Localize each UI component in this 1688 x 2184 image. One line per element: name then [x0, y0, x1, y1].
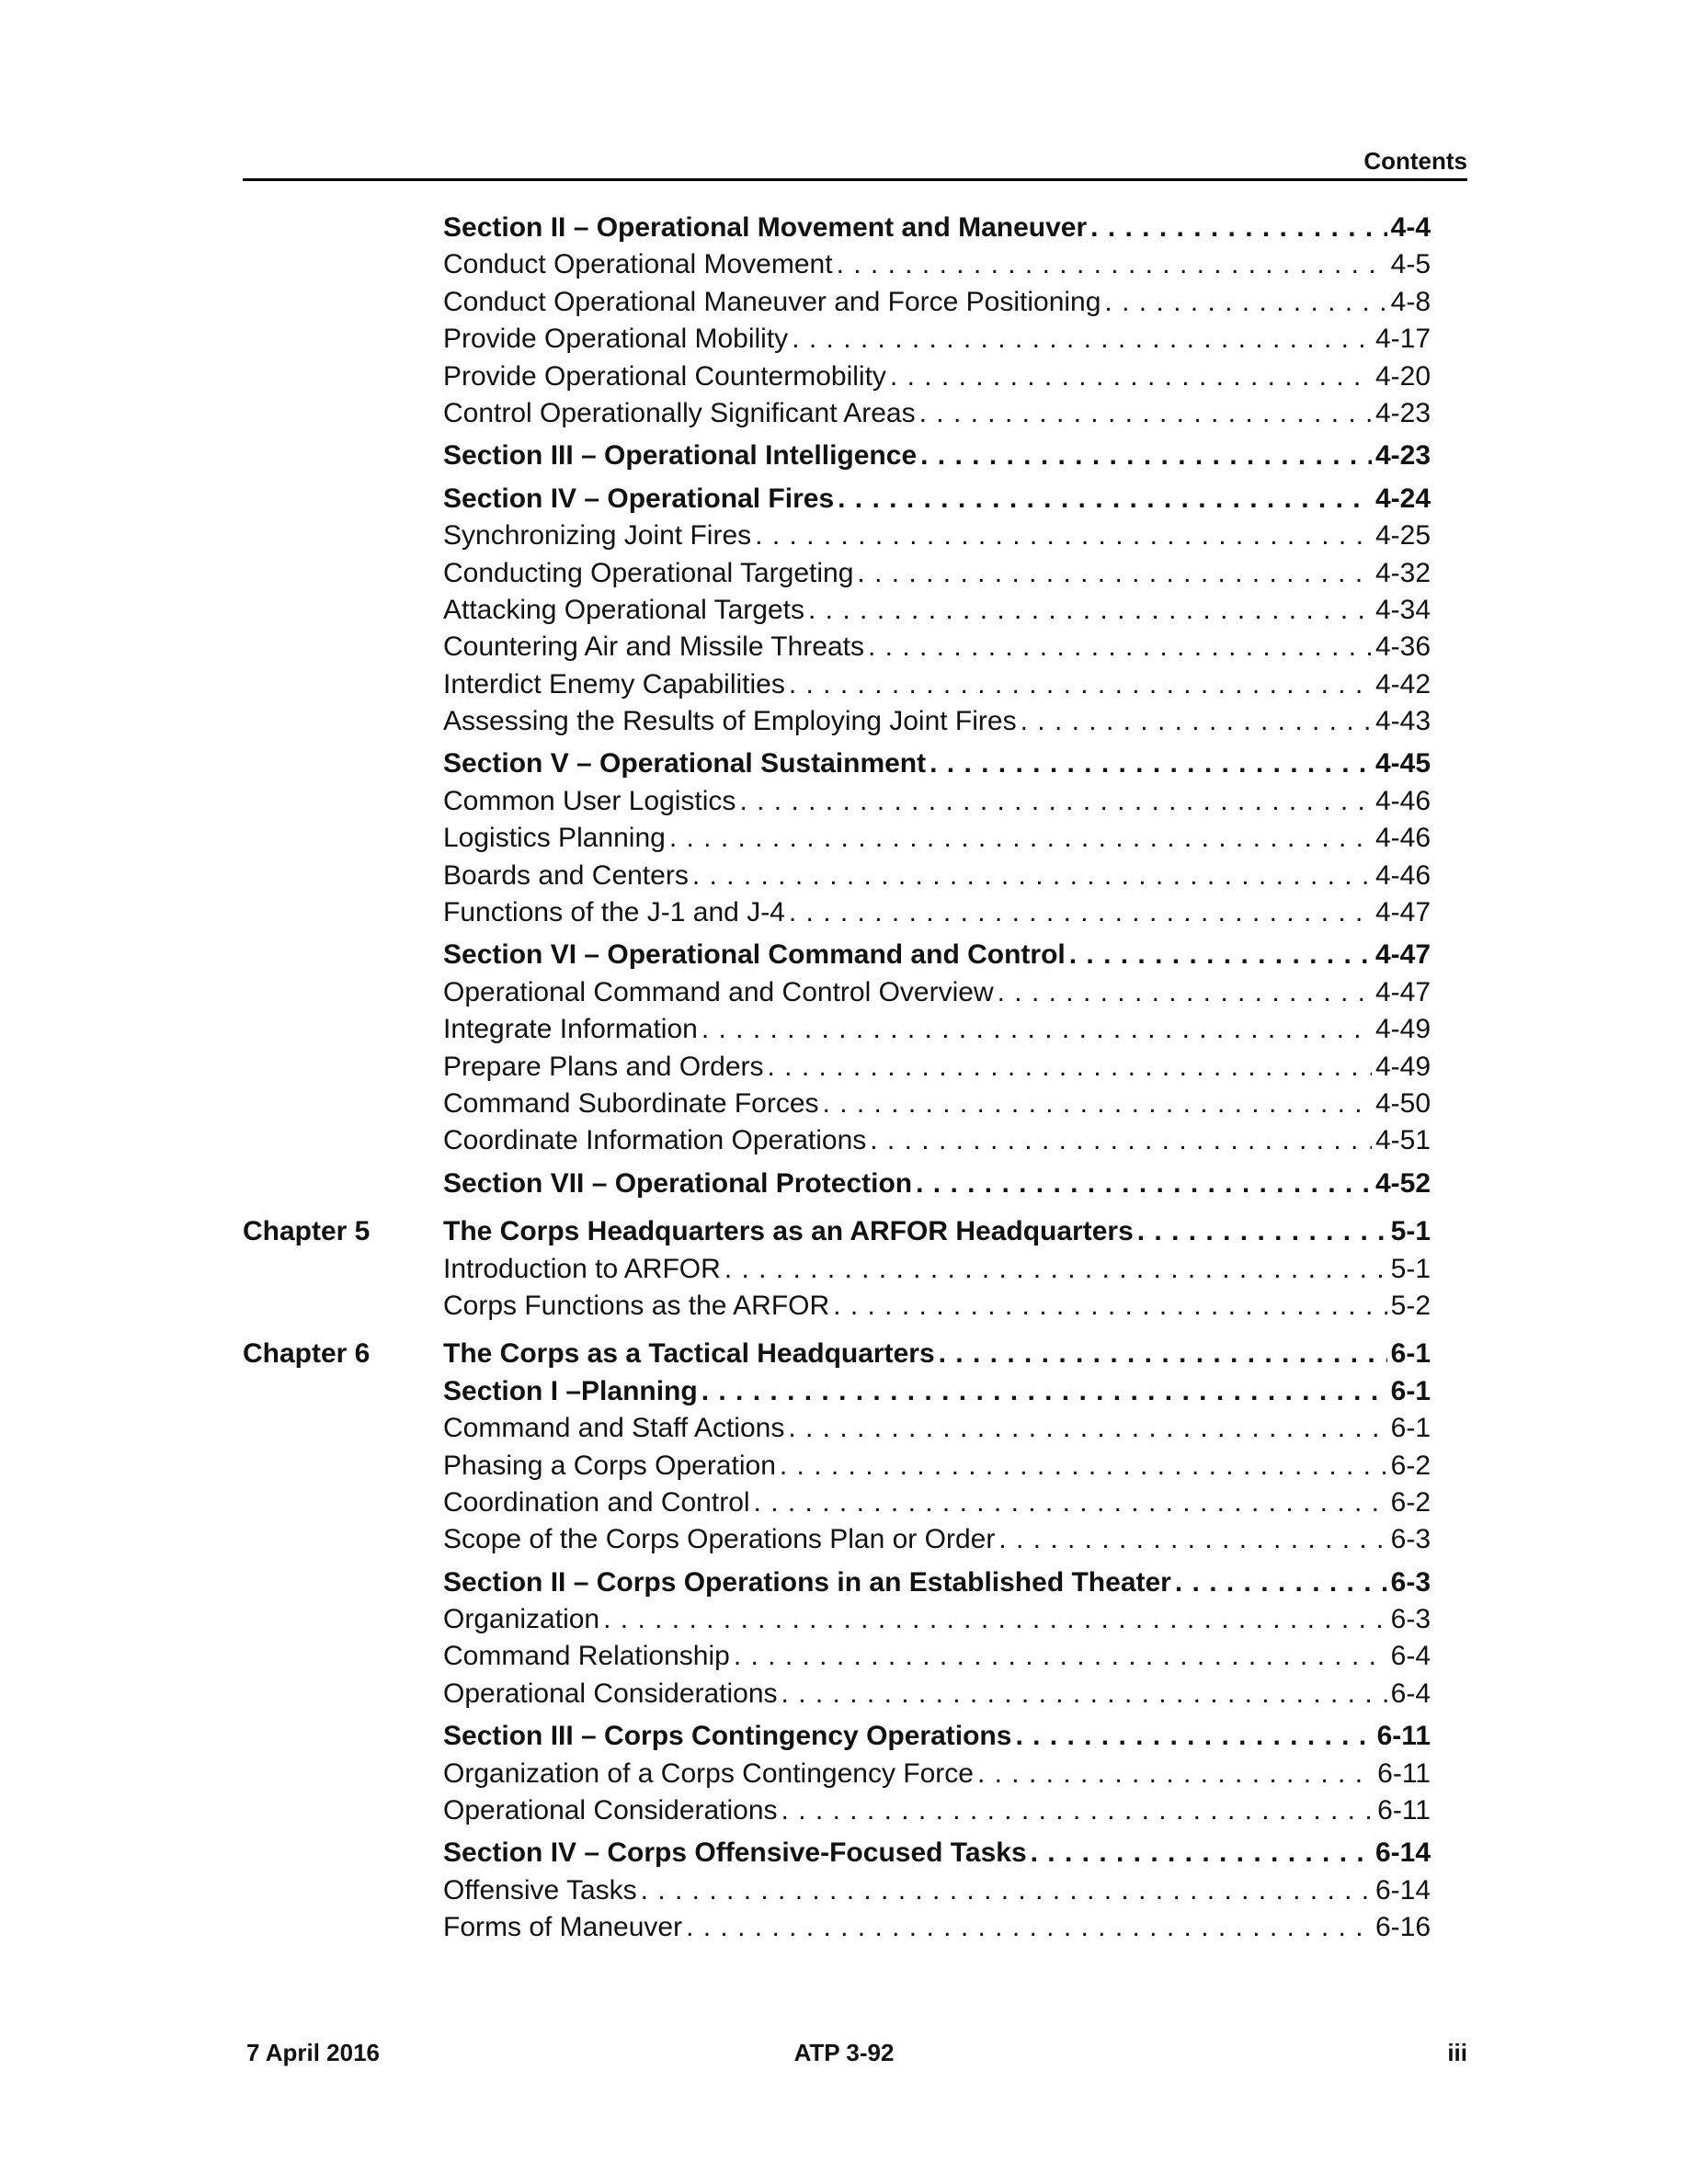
dot-leader — [1137, 1213, 1387, 1250]
toc-entry-line — [443, 1448, 1431, 1484]
toc-page-number: 4-49 — [1374, 1051, 1431, 1082]
toc-entry-line — [443, 1011, 1431, 1048]
toc-entry — [243, 1909, 1431, 1946]
dot-leader — [838, 481, 1372, 518]
toc-page-number: 4-42 — [1374, 668, 1431, 700]
toc-page-number: 4-46 — [1374, 823, 1431, 854]
toc-entry-line — [443, 481, 1431, 518]
toc-entry-line — [443, 1049, 1431, 1086]
toc-section-heading — [243, 1166, 1431, 1202]
dot-leader — [692, 858, 1372, 894]
toc-title: Coordination and Control — [443, 1486, 750, 1518]
toc-title: Operational Considerations — [443, 1678, 778, 1709]
toc-page-number: 5-2 — [1390, 1290, 1431, 1321]
dot-leader — [669, 820, 1372, 857]
toc-page-number: 4-46 — [1374, 859, 1431, 891]
dot-leader — [857, 555, 1372, 592]
toc-page-number: 4-32 — [1374, 557, 1431, 588]
dot-leader — [1031, 1835, 1372, 1871]
toc-entry-line — [443, 894, 1431, 931]
toc-title: Section V – Operational Sustainment — [443, 748, 927, 779]
toc-title: Section III – Operational Intelligence — [443, 440, 918, 472]
toc-entry — [243, 1410, 1431, 1447]
dot-leader — [977, 1756, 1374, 1792]
toc-entry-line — [443, 1288, 1431, 1325]
toc-page-number: 4-47 — [1374, 976, 1431, 1007]
dot-leader — [792, 321, 1372, 358]
dot-leader — [789, 894, 1372, 931]
toc-title: Integrate Information — [443, 1014, 698, 1045]
toc-entry-line — [443, 1792, 1431, 1829]
toc-entry — [243, 1251, 1431, 1288]
toc-page-number: 5-1 — [1390, 1253, 1431, 1284]
toc-page-number: 4-8 — [1390, 286, 1431, 317]
toc-page-number: 6-2 — [1390, 1486, 1431, 1518]
dot-leader — [919, 395, 1372, 432]
toc-entry — [243, 358, 1431, 395]
dot-leader — [930, 745, 1372, 782]
toc-title: The Corps as a Tactical Headquarters — [443, 1338, 935, 1370]
toc-entry — [243, 858, 1431, 894]
chapter-label: Chapter 6 — [243, 1338, 371, 1370]
toc-entry-line — [443, 1601, 1431, 1638]
toc-entry-line — [443, 438, 1431, 474]
toc-page-number: 6-4 — [1390, 1641, 1431, 1672]
toc-title: Assessing the Results of Employing Joint Fires — [443, 706, 1017, 737]
toc-title: Attacking Operational Targets — [443, 594, 805, 625]
dot-leader — [1175, 1564, 1387, 1601]
toc-entry-line — [443, 858, 1431, 894]
toc-entry — [243, 1676, 1431, 1712]
toc-section-heading — [243, 210, 1431, 246]
toc-title: The Corps Headquarters as an ARFOR Headquarters — [443, 1216, 1134, 1247]
toc-entry — [243, 1756, 1431, 1792]
toc-title: Conduct Operational Movement — [443, 249, 833, 280]
toc-title: Control Operationally Significant Areas — [443, 397, 916, 428]
toc-entry-line — [443, 321, 1431, 358]
dot-leader — [739, 783, 1372, 820]
toc-title: Provide Operational Mobility — [443, 324, 789, 355]
toc-entry — [243, 629, 1431, 665]
toc-entry-line — [443, 358, 1431, 395]
toc-title: Command and Staff Actions — [443, 1413, 785, 1444]
toc-entry — [243, 783, 1431, 820]
toc-page-number: 4-45 — [1374, 748, 1431, 779]
toc-page-number: 6-11 — [1376, 1721, 1431, 1752]
toc-entry-line — [443, 210, 1431, 246]
toc-entry-line — [443, 1336, 1431, 1372]
toc-section-heading — [243, 937, 1431, 973]
toc-page-number: 4-43 — [1374, 706, 1431, 737]
toc-title: Synchronizing Joint Fires — [443, 520, 752, 552]
toc-entry — [243, 1792, 1431, 1829]
toc-page-number: 4-24 — [1374, 483, 1431, 514]
toc-entry-line — [443, 246, 1431, 283]
footer-date: 7 April 2016 — [246, 2039, 381, 2066]
toc-title: Scope of the Corps Operations Plan or Order — [443, 1524, 996, 1555]
toc-title: Section IV – Corps Offensive-Focused Tasks — [443, 1837, 1027, 1869]
toc-entry-line — [443, 592, 1431, 629]
toc-page-number: 6-2 — [1390, 1450, 1431, 1481]
toc-title: Countering Air and Missile Threats — [443, 631, 864, 663]
toc-section-heading — [243, 481, 1431, 518]
toc-title: Phasing a Corps Operation — [443, 1450, 776, 1481]
toc-page-number: 4-51 — [1374, 1125, 1431, 1156]
toc-page-number: 6-3 — [1390, 1566, 1431, 1598]
toc-chapter-heading — [243, 1213, 1431, 1250]
toc-entry — [243, 518, 1431, 554]
toc-title: Section I –Planning — [443, 1375, 698, 1406]
toc-title: Logistics Planning — [443, 823, 666, 854]
toc-entry — [243, 592, 1431, 629]
running-header-title: Contents — [1363, 147, 1467, 175]
toc-entry — [243, 703, 1431, 740]
toc-title: Section VI – Operational Command and Control — [443, 939, 1066, 971]
toc-section-heading — [243, 1718, 1431, 1755]
toc-title: Operational Command and Control Overview — [443, 976, 994, 1007]
toc-page-number: 4-49 — [1374, 1014, 1431, 1045]
toc-page-number: 4-46 — [1374, 785, 1431, 816]
toc-entry — [243, 555, 1431, 592]
toc-page-number: 4-23 — [1374, 440, 1431, 472]
toc-entry-line — [443, 666, 1431, 703]
dot-leader — [788, 1410, 1386, 1447]
toc-title: Command Relationship — [443, 1641, 730, 1672]
toc-entry — [243, 284, 1431, 321]
toc-entry-line — [443, 937, 1431, 973]
dot-leader — [890, 358, 1372, 395]
toc-entry — [243, 1011, 1431, 1048]
dot-leader — [998, 1521, 1386, 1558]
dot-leader — [939, 1336, 1387, 1372]
toc-page-number: 6-11 — [1377, 1795, 1431, 1826]
toc-page-number: 6-1 — [1390, 1413, 1431, 1444]
toc-title: Organization — [443, 1604, 600, 1635]
toc-section-heading — [243, 1373, 1431, 1410]
dot-leader — [1021, 703, 1372, 740]
dot-leader — [998, 974, 1372, 1011]
toc-entry-line — [443, 974, 1431, 1011]
toc-page-number: 4-5 — [1390, 249, 1431, 280]
dot-leader — [780, 1448, 1387, 1484]
toc-title: Boards and Centers — [443, 859, 689, 891]
toc-entry — [243, 321, 1431, 358]
chapter-label: Chapter 5 — [243, 1216, 371, 1247]
toc-entry-line — [443, 555, 1431, 592]
header-rule — [243, 178, 1467, 181]
toc-entry — [243, 1872, 1431, 1909]
toc-title: Coordinate Information Operations — [443, 1125, 867, 1156]
toc-entry — [243, 1122, 1431, 1159]
toc-entry-line — [443, 1373, 1431, 1410]
toc-entry-line — [443, 1872, 1431, 1909]
toc-entry-line — [443, 1564, 1431, 1601]
dot-leader — [789, 666, 1372, 703]
toc-entry — [243, 666, 1431, 703]
toc-entry-line — [443, 703, 1431, 740]
toc-entry-line — [443, 1676, 1431, 1712]
dot-leader — [920, 438, 1372, 474]
toc-title: Operational Considerations — [443, 1795, 778, 1826]
toc-entry — [243, 894, 1431, 931]
toc-entry — [243, 1521, 1431, 1558]
toc-page-number: 6-3 — [1390, 1604, 1431, 1635]
dot-leader — [701, 1373, 1387, 1410]
dot-leader — [768, 1049, 1372, 1086]
toc-page-number: 5-1 — [1390, 1216, 1431, 1247]
toc-page-number: 6-1 — [1390, 1375, 1431, 1406]
dot-leader — [870, 1122, 1372, 1159]
dot-leader — [734, 1638, 1387, 1675]
toc-title: Forms of Maneuver — [443, 1912, 683, 1943]
toc-entry-line — [443, 1086, 1431, 1122]
toc-title: Prepare Plans and Orders — [443, 1051, 764, 1082]
dot-leader — [868, 629, 1372, 665]
dot-leader — [754, 1484, 1387, 1521]
toc-title: Section II – Corps Operations in an Established Theater — [443, 1566, 1171, 1598]
toc-page-number: 4-47 — [1374, 939, 1431, 971]
toc-chapter-heading — [243, 1336, 1431, 1372]
dot-leader — [781, 1676, 1387, 1712]
dot-leader — [755, 518, 1372, 554]
toc-entry-line — [443, 1484, 1431, 1521]
toc-title: Section III – Corps Contingency Operations — [443, 1721, 1012, 1752]
dot-leader — [724, 1251, 1387, 1288]
toc-entry-line — [443, 1122, 1431, 1159]
toc-title: Common User Logistics — [443, 785, 736, 816]
toc-page-number: 4-36 — [1374, 631, 1431, 663]
dot-leader — [1090, 210, 1386, 246]
toc-entry — [243, 1601, 1431, 1638]
toc-entry-line — [443, 1521, 1431, 1558]
table-of-contents — [243, 210, 1431, 1947]
toc-title: Corps Functions as the ARFOR — [443, 1290, 830, 1321]
toc-page-number: 4-23 — [1374, 397, 1431, 428]
toc-entry-line — [443, 1166, 1431, 1202]
dot-leader — [833, 1288, 1386, 1325]
toc-entry-line — [443, 395, 1431, 432]
toc-title: Interdict Enemy Capabilities — [443, 668, 785, 700]
toc-title: Offensive Tasks — [443, 1874, 637, 1905]
toc-page-number: 4-25 — [1374, 520, 1431, 552]
toc-entry — [243, 1448, 1431, 1484]
toc-section-heading — [243, 1564, 1431, 1601]
toc-entry — [243, 974, 1431, 1011]
toc-page-number: 4-47 — [1374, 897, 1431, 928]
toc-page-number: 6-16 — [1374, 1912, 1431, 1943]
toc-entry-line — [443, 745, 1431, 782]
toc-entry-line — [443, 820, 1431, 857]
toc-page-number: 6-4 — [1390, 1678, 1431, 1709]
dot-leader — [837, 246, 1387, 283]
dot-leader — [686, 1909, 1372, 1946]
toc-title: Introduction to ARFOR — [443, 1253, 721, 1284]
dot-leader — [1069, 937, 1372, 973]
toc-entry — [243, 246, 1431, 283]
toc-entry — [243, 1086, 1431, 1122]
toc-page-number: 4-34 — [1374, 594, 1431, 625]
dot-leader — [641, 1872, 1372, 1909]
toc-entry — [243, 1638, 1431, 1675]
toc-page-number: 4-52 — [1374, 1167, 1431, 1199]
toc-page-number: 4-20 — [1374, 360, 1431, 392]
toc-entry — [243, 1288, 1431, 1325]
toc-title: Section VII – Operational Protection — [443, 1167, 913, 1199]
toc-page-number: 6-3 — [1390, 1524, 1431, 1555]
dot-leader — [603, 1601, 1387, 1638]
toc-title: Section IV – Operational Fires — [443, 483, 835, 514]
footer-publication: ATP 3-92 — [793, 2039, 895, 2066]
toc-page-number: 6-14 — [1374, 1874, 1431, 1905]
toc-title: Section II – Operational Movement and Maneuver — [443, 212, 1088, 243]
dot-leader — [781, 1792, 1374, 1829]
toc-title: Provide Operational Countermobility — [443, 360, 886, 392]
toc-entry-line — [443, 1756, 1431, 1792]
toc-entry-line — [443, 1909, 1431, 1946]
toc-section-heading — [243, 1835, 1431, 1871]
toc-entry-line — [443, 1410, 1431, 1447]
dot-leader — [701, 1011, 1372, 1048]
toc-entry-line — [443, 1213, 1431, 1250]
toc-page-number: 4-4 — [1390, 212, 1431, 243]
toc-entry-line — [443, 629, 1431, 665]
dot-leader — [823, 1086, 1372, 1122]
toc-page-number: 4-50 — [1374, 1087, 1431, 1119]
toc-entry — [243, 395, 1431, 432]
toc-page-number: 6-11 — [1377, 1757, 1431, 1789]
dot-leader — [1015, 1718, 1373, 1755]
toc-entry-line — [443, 1835, 1431, 1871]
toc-title: Command Subordinate Forces — [443, 1087, 819, 1119]
dot-leader — [916, 1166, 1372, 1202]
toc-entry-line — [443, 1718, 1431, 1755]
toc-page-number: 6-14 — [1374, 1837, 1431, 1869]
toc-section-heading — [243, 438, 1431, 474]
toc-title: Conducting Operational Targeting — [443, 557, 854, 588]
toc-entry-line — [443, 284, 1431, 321]
dot-leader — [808, 592, 1372, 629]
toc-page-number: 4-17 — [1374, 324, 1431, 355]
toc-title: Functions of the J-1 and J-4 — [443, 897, 785, 928]
toc-entry — [243, 1049, 1431, 1086]
toc-title: Organization of a Corps Contingency Force — [443, 1757, 974, 1789]
toc-entry — [243, 1484, 1431, 1521]
toc-entry-line — [443, 1638, 1431, 1675]
toc-entry — [243, 820, 1431, 857]
footer-page-number: iii — [1447, 2039, 1467, 2066]
toc-section-heading — [243, 745, 1431, 782]
dot-leader — [1104, 284, 1386, 321]
toc-entry-line — [443, 518, 1431, 554]
toc-entry-line — [443, 783, 1431, 820]
toc-title: Conduct Operational Maneuver and Force Positioning — [443, 286, 1101, 317]
toc-entry-line — [443, 1251, 1431, 1288]
toc-page-number: 6-1 — [1390, 1338, 1431, 1370]
